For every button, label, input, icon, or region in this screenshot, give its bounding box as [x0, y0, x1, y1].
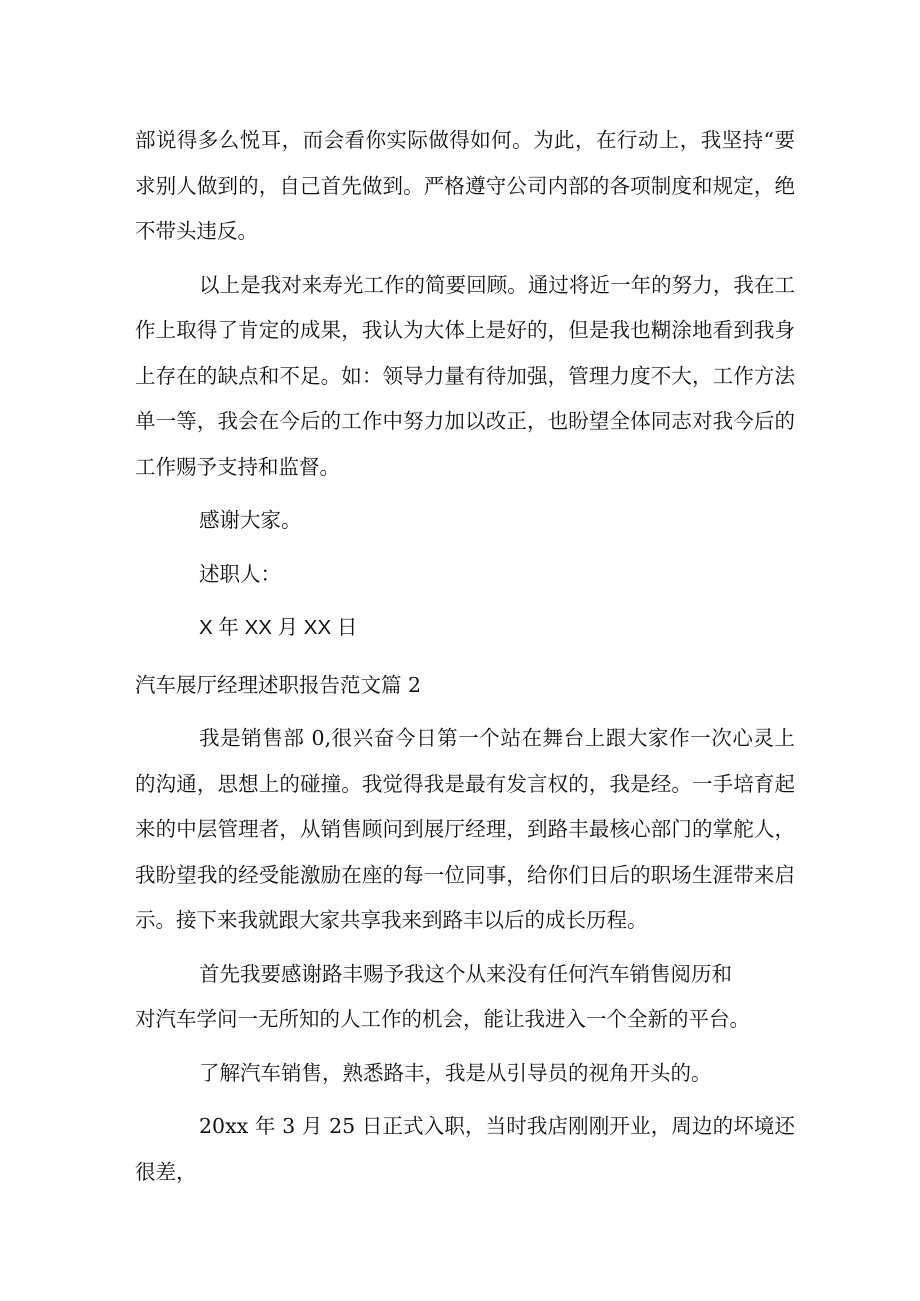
section-heading: 汽车展厅经理述职报告范文篇 2 [135, 672, 422, 697]
paragraph-thanks-company-cont: 对汽车学问一无所知的人工作的机会，能让我进入一个全新的平台。 [135, 1007, 750, 1031]
signature-label: 述职人： [199, 561, 281, 586]
signature-date: X 年 XX 月 XX 日 [199, 616, 358, 639]
paragraph-learning: 了解汽车销售，熟悉路丰，我是从引导员的视角开头的。 [199, 1060, 712, 1085]
paragraph-thanks: 感谢大家。 [199, 508, 302, 532]
paragraph-continued: 部说得多么悦耳，而会看你实际做得如何。为此，在行动上，我坚持“要求别人做到的，自己首先做到。严格遵守公司内部的各项制度和规定，绝不带头违反。 [135, 128, 795, 243]
document-body [135, 118, 795, 1203]
paragraph-intro: 我是销售部 0,很兴奋今日第一个站在舞台上跟大家作一次心灵上的沟通，思想上的碰撞。我觉得我是最有发言权的，我是经。一手培育起来的中层管理者，从销售顾问到展厅经理，到路丰最核心部门的掌舵人，我盼望我的经受能激励在座的每一位同事，给你们日后的职场生涯带来启示。接下来我就跟大家共享我来到路丰以后的成长历程。 [135, 726, 795, 932]
paragraph-thanks-company: 首先我要感谢路丰赐予我这个从来没有任何汽车销售阅历和 [199, 961, 732, 986]
paragraph-review-summary: 以上是我对来寿光工作的简要回顾。通过将近一年的努力，我在工作上取得了肯定的成果，我认为大体上是好的，但是我也糊涂地看到我身上存在的缺点和不足。如：领导力量有待加强，管理力度不大，工作方法单一等，我会在今后的工作中努力加以改正，也盼望全体同志对我今后的工作赐予支持和监督。 [135, 272, 795, 479]
paragraph-onboarding: 20xx 年 3 月 25 日正式入职，当时我店刚刚开业，周边的坏境还很差， [135, 1114, 795, 1184]
